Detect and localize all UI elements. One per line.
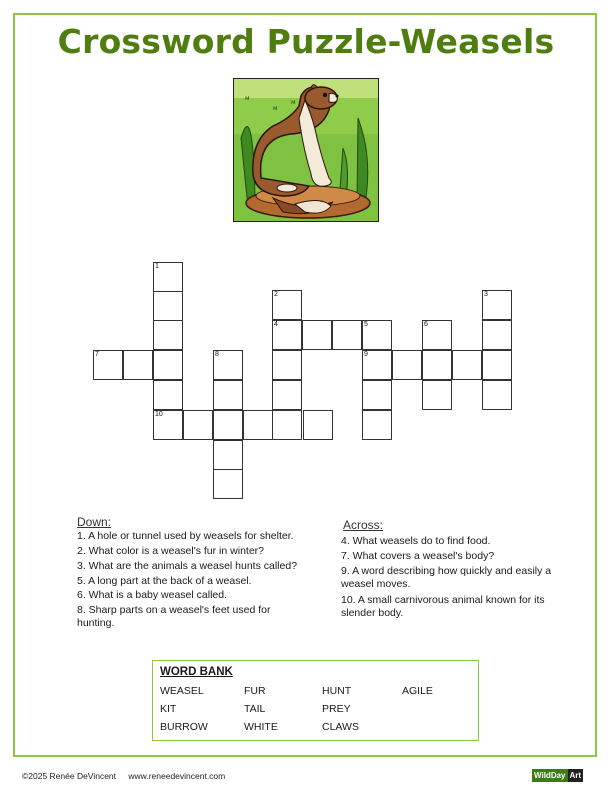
across-heading: Across: (343, 518, 384, 532)
clue-number: 8 (215, 351, 219, 358)
weasel-illustration (233, 78, 379, 222)
clue-number: 10 (155, 411, 163, 418)
crossword-cell[interactable] (153, 350, 183, 380)
clue-number: 9 (364, 351, 368, 358)
down-clue: 6. What is a baby weasel called. (77, 589, 227, 601)
crossword-cell[interactable] (332, 320, 362, 350)
word-bank-word: AGILE (402, 685, 433, 697)
clue-number: 6 (424, 321, 428, 328)
across-clue: 9. A word describing how quickly and easily a weasel moves. (341, 565, 552, 590)
crossword-cell[interactable] (392, 350, 422, 380)
copyright: ©2025 Renée DeVincent (22, 771, 117, 781)
across-clue: 4. What weasels do to find food. (341, 535, 491, 547)
page-title: Crossword Puzzle-Weasels (57, 22, 555, 61)
word-bank-word: WHITE (244, 721, 278, 733)
website-link[interactable]: www.reneedevincent.com (128, 771, 226, 781)
crossword-cell[interactable] (153, 380, 183, 410)
word-bank-word: WEASEL (160, 685, 204, 697)
word-bank-word: PREY (322, 703, 351, 715)
crossword-cell[interactable] (303, 410, 333, 440)
clue-number: 3 (484, 291, 488, 298)
word-bank-word: HUNT (322, 685, 352, 697)
word-bank-word: CLAWS (322, 721, 359, 733)
crossword-cell[interactable] (422, 380, 452, 410)
crossword-cell[interactable] (422, 320, 452, 350)
crossword-cell[interactable] (272, 350, 302, 380)
crossword-cell[interactable] (452, 350, 482, 380)
word-bank (152, 660, 479, 741)
crossword-cell[interactable] (243, 410, 273, 440)
crossword-cell[interactable] (422, 350, 452, 380)
down-heading: Down: (77, 515, 112, 529)
crossword-cell[interactable] (153, 320, 183, 350)
crossword-cell[interactable] (272, 320, 302, 350)
across-clue: 10. A small carnivorous animal known for its slender body. (341, 594, 545, 619)
crossword-cell[interactable] (153, 410, 183, 440)
down-clue: 2. What color is a weasel's fur in winter? (77, 545, 264, 557)
clue-number: 1 (155, 263, 159, 270)
word-bank-word: FUR (244, 685, 266, 697)
word-bank-word: KIT (160, 703, 177, 715)
crossword-cell[interactable] (362, 380, 392, 410)
crossword-cell[interactable] (482, 350, 512, 380)
crossword-cell[interactable] (272, 290, 302, 320)
crossword-cell[interactable] (213, 380, 243, 410)
wildday-art-logo (532, 769, 583, 782)
crossword-cell[interactable] (183, 410, 213, 440)
crossword-cell[interactable] (93, 350, 123, 380)
crossword-cell[interactable] (272, 410, 302, 440)
clue-number: 7 (95, 351, 99, 358)
clue-number: 2 (274, 291, 278, 298)
svg-text:ᴍ: ᴍ (291, 99, 296, 106)
footer (22, 771, 225, 781)
crossword-cell[interactable] (362, 350, 392, 380)
down-clue: 1. A hole or tunnel used by weasels for shelter. (77, 530, 294, 542)
crossword-cell[interactable] (482, 380, 512, 410)
word-bank-word: TAIL (244, 703, 266, 715)
down-clue: 8. Sharp parts on a weasel's feet used for hunting. (77, 604, 271, 629)
svg-text:ᴍ: ᴍ (245, 95, 250, 102)
across-clue: 7. What covers a weasel's body? (341, 550, 495, 562)
crossword-cell[interactable] (213, 350, 243, 380)
crossword-cell[interactable] (213, 440, 243, 470)
word-bank-title: WORD BANK (160, 666, 233, 678)
crossword-cell[interactable] (213, 469, 243, 499)
down-clue: 3. What are the animals a weasel hunts called? (77, 560, 298, 572)
logo-right: Art (569, 771, 582, 780)
crossword-cell[interactable] (302, 320, 332, 350)
crossword-cell[interactable] (213, 410, 243, 440)
crossword-cell[interactable] (272, 380, 302, 410)
crossword-cell[interactable] (482, 290, 512, 320)
crossword-cell[interactable] (362, 410, 392, 440)
down-clue: 5. A long part at the back of a weasel. (77, 575, 252, 587)
crossword-cell[interactable] (153, 262, 183, 292)
logo-left: WildDay (534, 771, 566, 780)
crossword-cell[interactable] (362, 320, 392, 350)
clue-number: 5 (364, 321, 368, 328)
crossword-cell[interactable] (153, 291, 183, 321)
clue-number: 4 (274, 321, 278, 328)
crossword-cell[interactable] (123, 350, 153, 380)
crossword-cell[interactable] (482, 320, 512, 350)
word-bank-word: BURROW (160, 721, 208, 733)
svg-text:ᴍ: ᴍ (273, 105, 278, 112)
